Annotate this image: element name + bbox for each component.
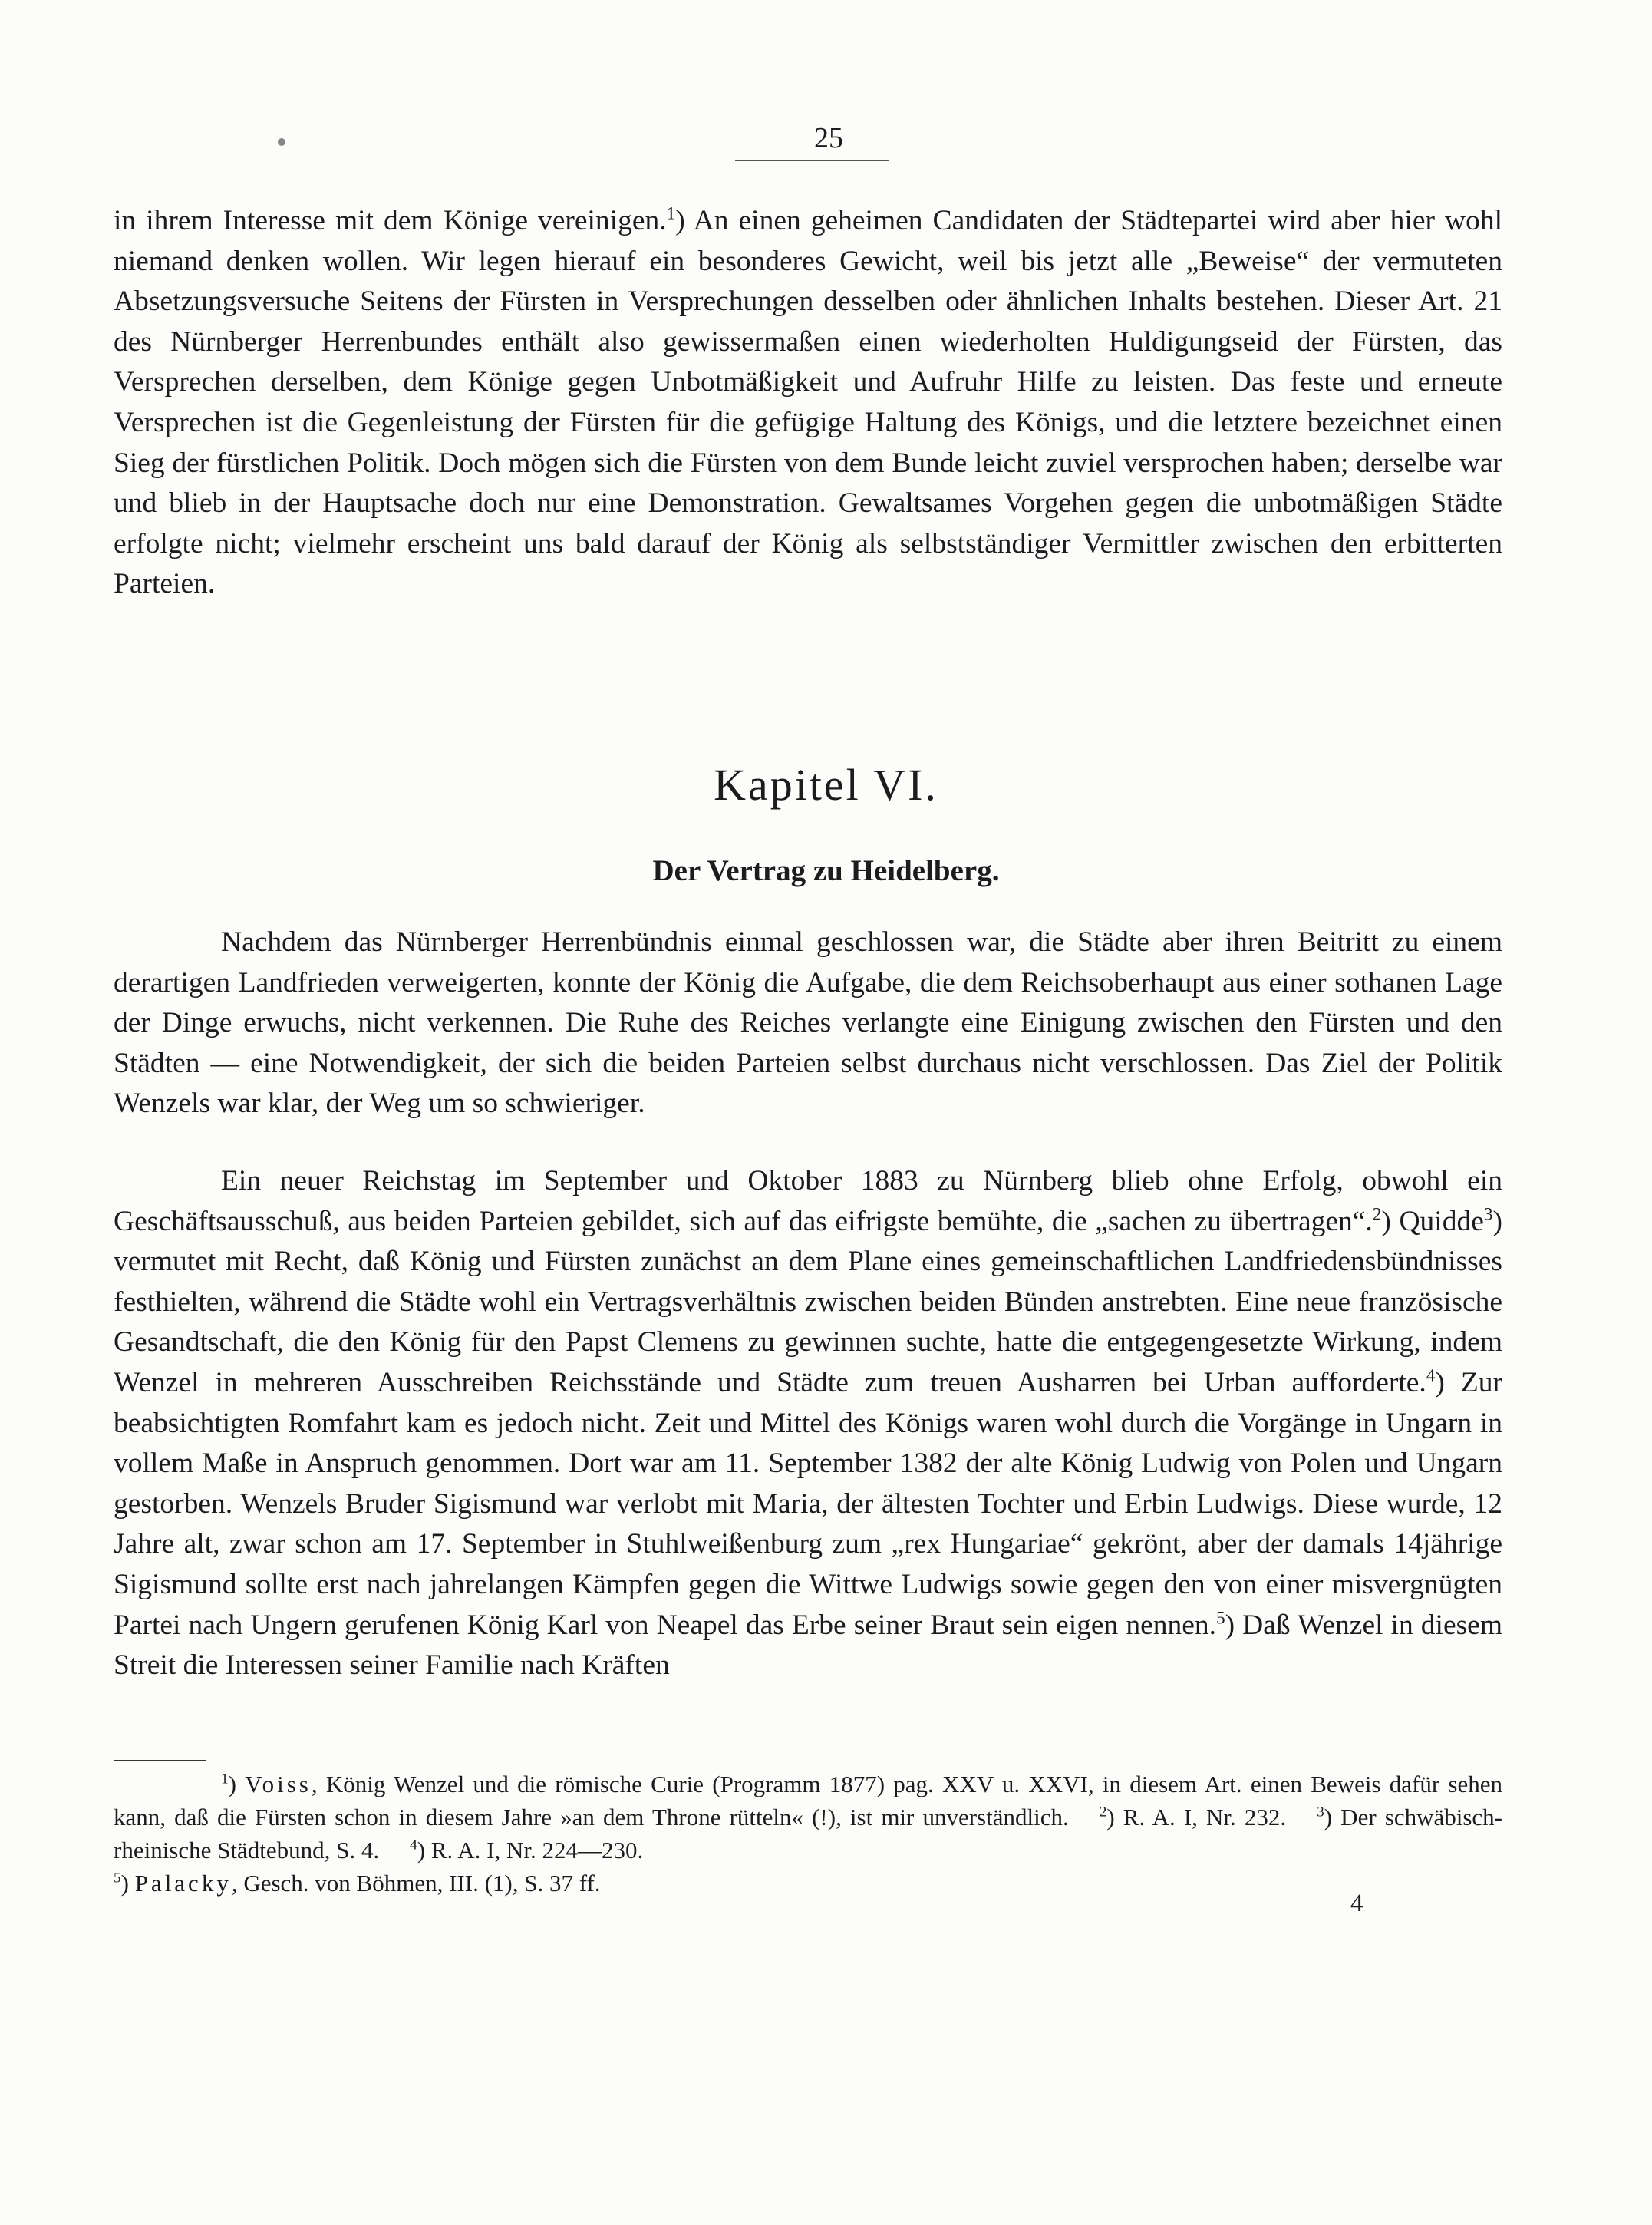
footnote-4-mark: 4 (410, 1837, 417, 1854)
paragraph-3-text-b: ) Quidde (1381, 1205, 1484, 1237)
footnote-3-mark: 3 (1317, 1804, 1324, 1821)
footnote-4 (410, 1837, 643, 1864)
paragraph-2-text: Nachdem das Nürnberger Herrenbündnis einmal geschlossen war, die Städte aber ihren Beitritt zu einem derartigen Landfrieden verweigerten, konnte der König die Aufgabe, die dem Reichsoberhaupt aus einer sothanen Lage der Dinge erwuchs, nicht verkennen. Die Ruhe des Reiches verlangte eine Einigung zwischen den Fürsten und den Städten — eine Notwendigkeit, der sich die beiden Parteien selbst durchaus nicht verschlossen. Das Ziel der Politik Wenzels war klar, der Weg um so schwieriger. (114, 926, 1502, 1120)
paragraph-3 (114, 1161, 1502, 1686)
footnote-2-text: ) R. A. I, Nr. 232. (1106, 1804, 1287, 1831)
footnote-1-mark: 1 (221, 1771, 229, 1788)
footnote-5: $^5$) Palacky, Gesch. von Böhmen, III. (1), S. 37 ff. (114, 1870, 601, 1897)
page-number: 25 (814, 122, 843, 154)
footnote-5-author: Palacky (134, 1870, 232, 1897)
paragraph-1-text-rest: ) An einen geheimen Candidaten der Städtepartei wird aber hier wohl niemand denken wollen. Wir legen hierauf ein besonderes Gewicht, weil bis jetzt alle „Beweise“ der vermuteten Absetzungsversuche Seitens der Fürsten in Versprechungen desselben oder ähnlichen Inhalts bestehen. Dieser Art. 21 des Nürnberger Herrenbundes enthält also gewissermaßen einen wiederholten Huldigungseid der Fürsten, das Versprechen derselben, dem Könige gegen Unbotmäßigkeit und Aufruhr Hilfe zu leisten. Das feste und erneute Versprechen ist die Gegenleistung der Fürsten für die gefügige Haltung des Königs, und die letztere bezeichnet einen Sieg der fürstlichen Politik. Doch mögen sich die Fürsten von dem Bunde leicht zuviel versprochen haben; derselbe war und blieb in der Hauptsache doch nur eine Demonstration. Gewaltsames Vorgehen gegen die unbotmäßigen Städte erfolgte nicht; vielmehr erscheint uns bald darauf der König als selbstständiger Vermittler zwischen den erbitterten Parteien. (114, 205, 1502, 600)
paragraph-2 (114, 923, 1502, 1124)
footnote-5-mark: 5 (114, 1870, 121, 1887)
footnote-ref-1: 1 (666, 203, 676, 224)
paragraph-1-text-start: in ihrem Interesse mit dem Könige vereinigen. (114, 205, 667, 236)
footnotes (114, 1768, 1502, 1900)
page-number-rule (735, 160, 889, 161)
paragraph-3-text-d: ) Zur beabsichtigten Romfahrt kam es jedoch nicht. Zeit und Mittel des Königs waren wohl durch die Vorgänge in Ungarn in vollem Maße in Anspruch genommen. Dort war am 11. September 1382 der alte König Ludwig von Polen und Ungarn gestorben. Wenzels Bruder Sigismund war verlobt mit Maria, der ältesten Tochter und Erbin Ludwigs. Diese wurde, 12 Jahre alt, zwar schon am 17. September in Stuhlweißenburg zum „rex Hungariae“ gekrönt, aber der damals 14jährige Sigismund sollte erst nach jahrelangen Kämpfen gegen die Wittwe Ludwigs sowie gegen den von einer misvergnügten Partei nach Ungern gerufenen König Karl von Neapel das Erbe seiner Braut sein eigen nennen. (114, 1366, 1502, 1641)
footnote-ref-3: 3 (1483, 1204, 1493, 1225)
chapter-heading: Kapitel VI. (714, 760, 938, 810)
sheet-signature: 4 (1350, 1890, 1363, 1917)
footnote-ref-4: 4 (1426, 1365, 1436, 1386)
footnote-ref-5: 5 (1216, 1608, 1225, 1629)
footnote-5-text: , Gesch. von Böhmen, III. (1), S. 37 ff. (231, 1870, 601, 1897)
footnote-1: $^1$) Voiss, König Wenzel und die römische Curie (Programm 1877) pag. XXV u. XXVI, in diesem Art. einen Beweis dafür sehen kann, daß die Fürsten schon in diesem Jahre »an dem Throne rütteln« (!), ist mir unverständlich. $^2$) R. A. I, Nr. 232. $^3$) Der schwäbisch-rheinische Städtebund, S. 4. $^4$) R. A. I, Nr. 224—230. (114, 1771, 1502, 1864)
paragraph-3-text-a: Ein neuer Reichstag im September und Oktober 1883 zu Nürnberg blieb ohne Erfolg, obwohl ein Geschäftsausschuß, aus beiden Parteien gebildet, sich auf das eifrigste bemühte, die „sachen zu übertragen“. (114, 1165, 1502, 1237)
footnote-2-mark: 2 (1099, 1804, 1107, 1821)
footnote-3-text: ) Der schwäbisch-rheinische Städtebund, S. 4. (114, 1804, 1502, 1864)
paragraph-3-text-c: ) vermutet mit Recht, daß König und Fürsten zunächst an dem Plane eines gemeinschaftlichen Landfriedensbündnisses festhielten, während die Städte wohl ein Vertragsverhältnis zwischen beiden Bünden anstrebten. Eine neue französische Gesandtschaft, die den König für den Papst Clemens zu gewinnen suchte, hatte die entgegengesetzte Wirkung, indem Wenzel in mehreren Ausschreiben Reichsstände und Städte zum treuen Ausharren bei Urban aufforderte. (114, 1205, 1502, 1398)
footnote-rule (114, 1760, 206, 1761)
paragraph-1 (114, 201, 1502, 605)
footnote-4-text: ) R. A. I, Nr. 224—230. (417, 1837, 644, 1864)
footnote-ref-2: 2 (1372, 1204, 1382, 1225)
scan-speck (278, 138, 285, 146)
chapter-subtitle: Der Vertrag zu Heidelberg. (652, 854, 1000, 887)
footnote-2 (1100, 1804, 1286, 1831)
footnote-1-author: Voiss (245, 1771, 312, 1797)
paragraph-3-text-e: ) Daß Wenzel in diesem Streit die Interessen seiner Familie nach Kräften (114, 1609, 1502, 1682)
footnote-1-text: , König Wenzel und die römische Curie (Programm 1877) pag. XXV u. XXVI, in diesem Art. einen Beweis dafür sehen kann, daß die Fürsten schon in diesem Jahre »an dem Throne rütteln« (!), ist mir unverständlich. (114, 1771, 1502, 1831)
